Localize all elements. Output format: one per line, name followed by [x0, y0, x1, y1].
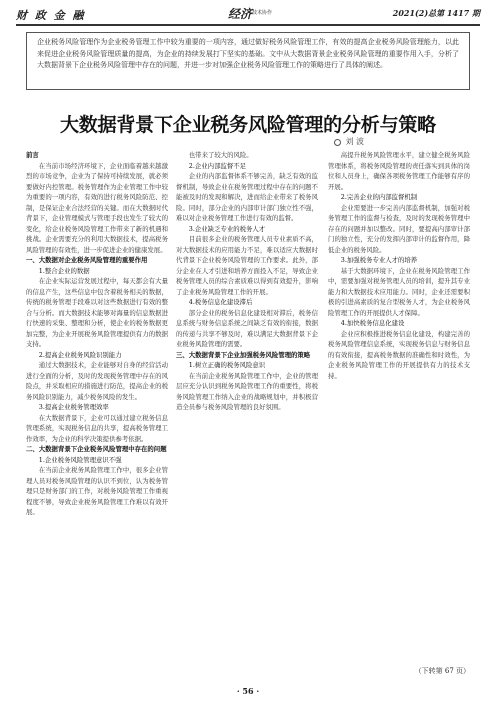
page-number: · 56 · — [236, 686, 260, 696]
abstract-box: 企业税务风险管理作为企业税务管理工作中较为重要的一项内容，通过做好税务风险管理工作，有效的提高企业税务风险管理能力，以此来促进企业税务风险管理质量的提高，为企业的持续发展打下坚实的基础。文中从大数据背景企业税务风险管理的重要作用入手，分析了大数据背景下企业税务风险管理中存在的问题，并进一步对加强企业税务风险管理工作的策略进行了具体的阐述。 — [26, 32, 470, 90]
subsection-heading: 2.提高企业税务风险识别能力 — [38, 350, 122, 359]
journal-logo-subtitle: 技术协作 — [252, 10, 273, 16]
subsection-heading: 2.完善企业的内部监督机制 — [340, 193, 418, 201]
subsection-heading: 4.税务信息化建设滞后 — [188, 298, 253, 306]
paragraph: 基于大数据环境下，企业在税务风险管理工作中，需要加强对税务管理人员的培训，提升其专业能力和大数据技术应用能力。同时，企业还需要积极的引进高素质的复合型税务人才，为企业税务风险管理工作的开展提供人才保障。 — [328, 266, 470, 317]
paragraph: 企业的内部监督体系不够完善，缺乏有效的监督机制，导致企业在税务管理过程中存在的问题不能被及时的发现和解决，进而给企业带来了税务风险。同时，部分企业的内部审计部门独立性不强，难以对企业税务管理工作进行有效的监督。 — [176, 172, 318, 222]
subsection-heading: 3.企业缺乏专业的税务人才 — [188, 224, 266, 233]
paragraph: 在当前企业税务风险管理工作中，企业的管理层应充分认识到税务风险管理工作的重要性，将税务风险管理工作纳入企业的战略规划中，并积极营造全员参与税务风险管理的良好氛围。 — [176, 371, 318, 411]
section-label: 财 政 金 融 — [16, 9, 86, 22]
subsection-heading: 2.企业内部监督不足 — [188, 161, 247, 170]
subsection-heading: 3.加强税务专业人才的培养 — [340, 256, 418, 264]
author-line — [334, 136, 364, 147]
author-name: 刘 波 — [345, 137, 364, 146]
paragraph: 目前很多企业的税务管理人员专业素质不高，对大数据技术的应用能力不足，难以适应大数据时代背景下企业税务风险管理的工作要求。此外，部分企业在人才引进和培养方面投入不足，导致企业税务管理人员的综合素质难以得到有效提升，影响了企业税务风险管理工作的开展。 — [176, 235, 318, 296]
header-rule — [16, 24, 480, 26]
author-icon — [334, 139, 341, 146]
section-heading: 三、大数据背景下企业加强税务风险管理的策略 — [176, 350, 311, 359]
paragraph: 企业需要进一步完善内部监督机制，加强对税务管理工作的监督与检查，及时的发现税务管理中存在的问题并加以整改。同时，要提高内部审计部门的独立性，充分的发挥内部审计的监督作用，降低企业的税务风险。 — [328, 203, 470, 254]
paragraph: 在大数据背景下，企业可以通过建立税务信息管理系统，实现税务信息的共享，提高税务管理工作效率，为企业的科学决策提供参考依据。 — [26, 413, 168, 443]
paragraph: 在当前市场经济环境下，企业面临着越来越激烈的市场竞争，企业为了保持可持续发展，就必须要做好内控管理。税务管理作为企业管理工作中较为重要的一项内容，有效的进行税务风险防范、控制，是保证企业合法经营的关键。而在大数据时代背景下，企业管理模式与管理手段也发生了较大的变化，给企业税务风险管理工作带来了新的机遇和挑战。企业需要充分的利用大数据技术，提高税务风险管理的有效性，进一步促进企业的健康发展。 — [26, 161, 168, 254]
subsection-heading: 1.整合企业的数据 — [38, 266, 90, 275]
page-header — [16, 6, 480, 22]
paragraph: 在企业实际运营发展过程中，每天都会有大量的信息产生，这些信息中包含着税务相关的数据，传统的税务管理手段难以对这些数据进行有效的整合与分析。而大数据技术能够对海量的信息数据进行快速的采集、整理和分析，使企业的税务数据更加完整，为企业开展税务风险管理提供有力的数据支持。 — [26, 277, 168, 348]
text-column-2 — [176, 150, 318, 670]
section-heading: 一、大数据对企业税务风险管理的重要作用 — [26, 256, 148, 264]
issue-label: 2021(2)总第 1417 期 — [392, 8, 480, 18]
continued-note: （下转第 67 页） — [414, 667, 470, 675]
paragraph: 高提升税务风险管理水平，建立健全税务风险管理体系，将税务风险管理的责任落实到具体的岗位和人员身上，确保各项税务管理工作能够有序的开展。 — [328, 151, 470, 191]
subsection-heading: 1.树立正确的税务风险意识 — [188, 361, 266, 369]
subsection-heading: 4.加快税务信息化建设 — [340, 319, 405, 327]
text-column-1 — [26, 150, 168, 670]
paragraph: 企业应积极推进税务信息化建设，构建完善的税务风险管理信息系统，实现税务信息与财务信息的有效衔接，提高税务数据的准确性和时效性，为企业税务风险管理工作的开展提供有力的技术支持。 — [328, 329, 470, 380]
text-column-3 — [328, 150, 470, 670]
subsection-heading: 3.提高企业税务管理效率 — [38, 403, 109, 411]
journal-logo: 经济 — [228, 7, 253, 21]
paragraph: 通过大数据技术，企业能够对自身的经营活动进行全面的分析，及时的发现税务管理中存在的风险点，并采取相应的措施进行防范，提高企业的税务风险识别能力，减少税务风险的发生。 — [26, 361, 168, 401]
subsection-heading: 1.企业税务风险管理意识不强 — [38, 455, 122, 464]
paragraph: 在当前企业税务风险管理工作中，很多企业管理人员对税务风险管理的认识不到位，认为税务管理只是财务部门的工作，对税务风险管理工作重视程度不够，导致企业税务风险管理工作难以有效开展。 — [26, 466, 168, 516]
section-heading: 二、大数据背景下企业税务风险管理中存在的问题 — [26, 445, 167, 453]
paragraph: 部分企业的税务信息化建设相对滞后，税务信息系统与财务信息系统之间缺乏有效的衔接，数据的传递与共享不够及时，难以满足大数据背景下企业税务风险管理的需要。 — [176, 308, 318, 348]
paragraph: 也带来了较大的风险。 — [188, 151, 253, 159]
article-title: 大数据背景下企业税务风险管理的分析与策略 — [59, 114, 436, 136]
section-heading: 前言 — [26, 151, 39, 159]
